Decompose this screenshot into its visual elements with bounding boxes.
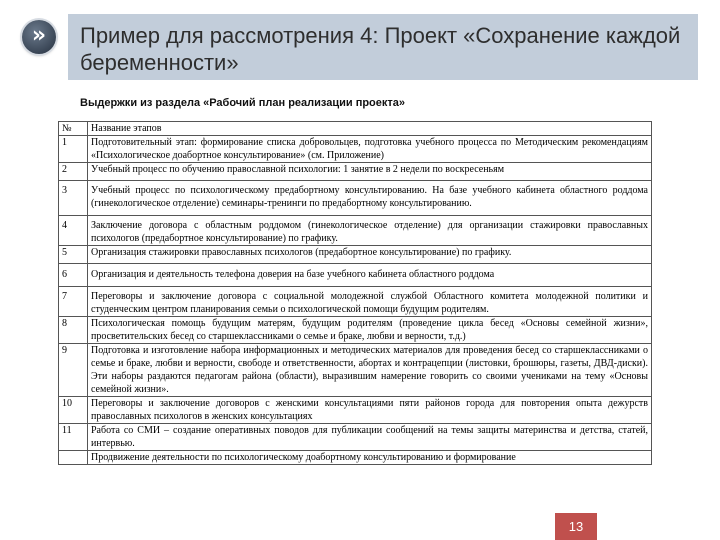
row-text: Подготовка и изготовление набора информационных и методических материалов для проведения бесед со старшеклассниками о семье и браке, любви и верности, свободе и ответственности, абортах и контрацепции (листовки, брошюры, газеты, ДВД-диски). Эти наборы раздаются педагогам района (области), выразившим намерение говорить со своими учениками на тему «Основы семейной жизни». <box>88 344 652 397</box>
table-row <box>59 181 652 216</box>
row-number: 3 <box>59 181 88 216</box>
row-number: 8 <box>59 317 88 344</box>
table-row <box>59 451 652 465</box>
table-row <box>59 317 652 344</box>
row-number: 10 <box>59 397 88 424</box>
row-text: Заключение договора с областным роддомом (гинекологическое отделение) для организации стажировки православных психологов (предабортное консультирование) по графику. <box>88 216 652 246</box>
table-row <box>59 264 652 287</box>
row-number: 6 <box>59 264 88 287</box>
row-text: Учебный процесс по психологическому предабортному консультированию. На базе учебного кабинета областного роддома (гинекологическое отделение) семинары-тренинги по предабортному консультированию. <box>88 181 652 216</box>
table-row <box>59 246 652 264</box>
row-number: 11 <box>59 424 88 451</box>
row-number: 2 <box>59 163 88 181</box>
table-row <box>59 344 652 397</box>
table-row <box>59 287 652 317</box>
row-text: Учебный процесс по обучению православной психологии: 1 занятие в 2 недели по воскресеньям <box>88 163 652 181</box>
table-row <box>59 216 652 246</box>
column-header-number: № <box>59 122 88 136</box>
row-text: Психологическая помощь будущим матерям, будущим родителям (проведение цикла бесед «Основы семейной жизни», просветительских бесед со старшеклассниками о семье и браке, любви и верности, т.д.) <box>88 317 652 344</box>
column-header-stage: Название этапов <box>88 122 652 136</box>
row-number: 9 <box>59 344 88 397</box>
row-text: Организация стажировки православных психологов (предабортное консультирование) по графику. <box>88 246 652 264</box>
row-text: Организация и деятельность телефона доверия на базе учебного кабинета областного роддома <box>88 264 652 287</box>
row-text: Переговоры и заключение договоров с женскими консультациями пяти районов города для повторения опыта дежурств православных психологов в женских консультациях <box>88 397 652 424</box>
row-text: Работа со СМИ – создание оперативных поводов для публикации сообщений на темы защиты материнства и детства, статей, интервью. <box>88 424 652 451</box>
page-number-badge: 13 <box>555 513 597 540</box>
chevron-icon: » <box>22 20 56 54</box>
row-text: Подготовительный этап: формирование списка добровольцев, подготовка учебного процесса по Методическим рекомендациям «Психологическое доабортное консультирование» (см. Приложение) <box>88 136 652 163</box>
table-row <box>59 136 652 163</box>
row-text: Переговоры и заключение договора с социальной молодежной службой Областного комитета молодежной политики и студенческим центром планирования семьи о психологической помощи будущим родителям. <box>88 287 652 317</box>
section-subtitle: Выдержки из раздела «Рабочий план реализации проекта» <box>80 97 406 109</box>
table-header-row <box>59 122 652 136</box>
row-number: 7 <box>59 287 88 317</box>
page-title: Пример для рассмотрения 4: Проект «Сохранение каждой беременности» <box>80 23 681 75</box>
row-number <box>59 451 88 465</box>
table-row <box>59 397 652 424</box>
row-number: 5 <box>59 246 88 264</box>
row-number: 4 <box>59 216 88 246</box>
row-text: Продвижение деятельности по психологическому доабортному консультированию и формирование <box>88 451 652 465</box>
table-row <box>59 424 652 451</box>
row-number: 1 <box>59 136 88 163</box>
table-row <box>59 163 652 181</box>
work-plan-table <box>58 121 652 465</box>
